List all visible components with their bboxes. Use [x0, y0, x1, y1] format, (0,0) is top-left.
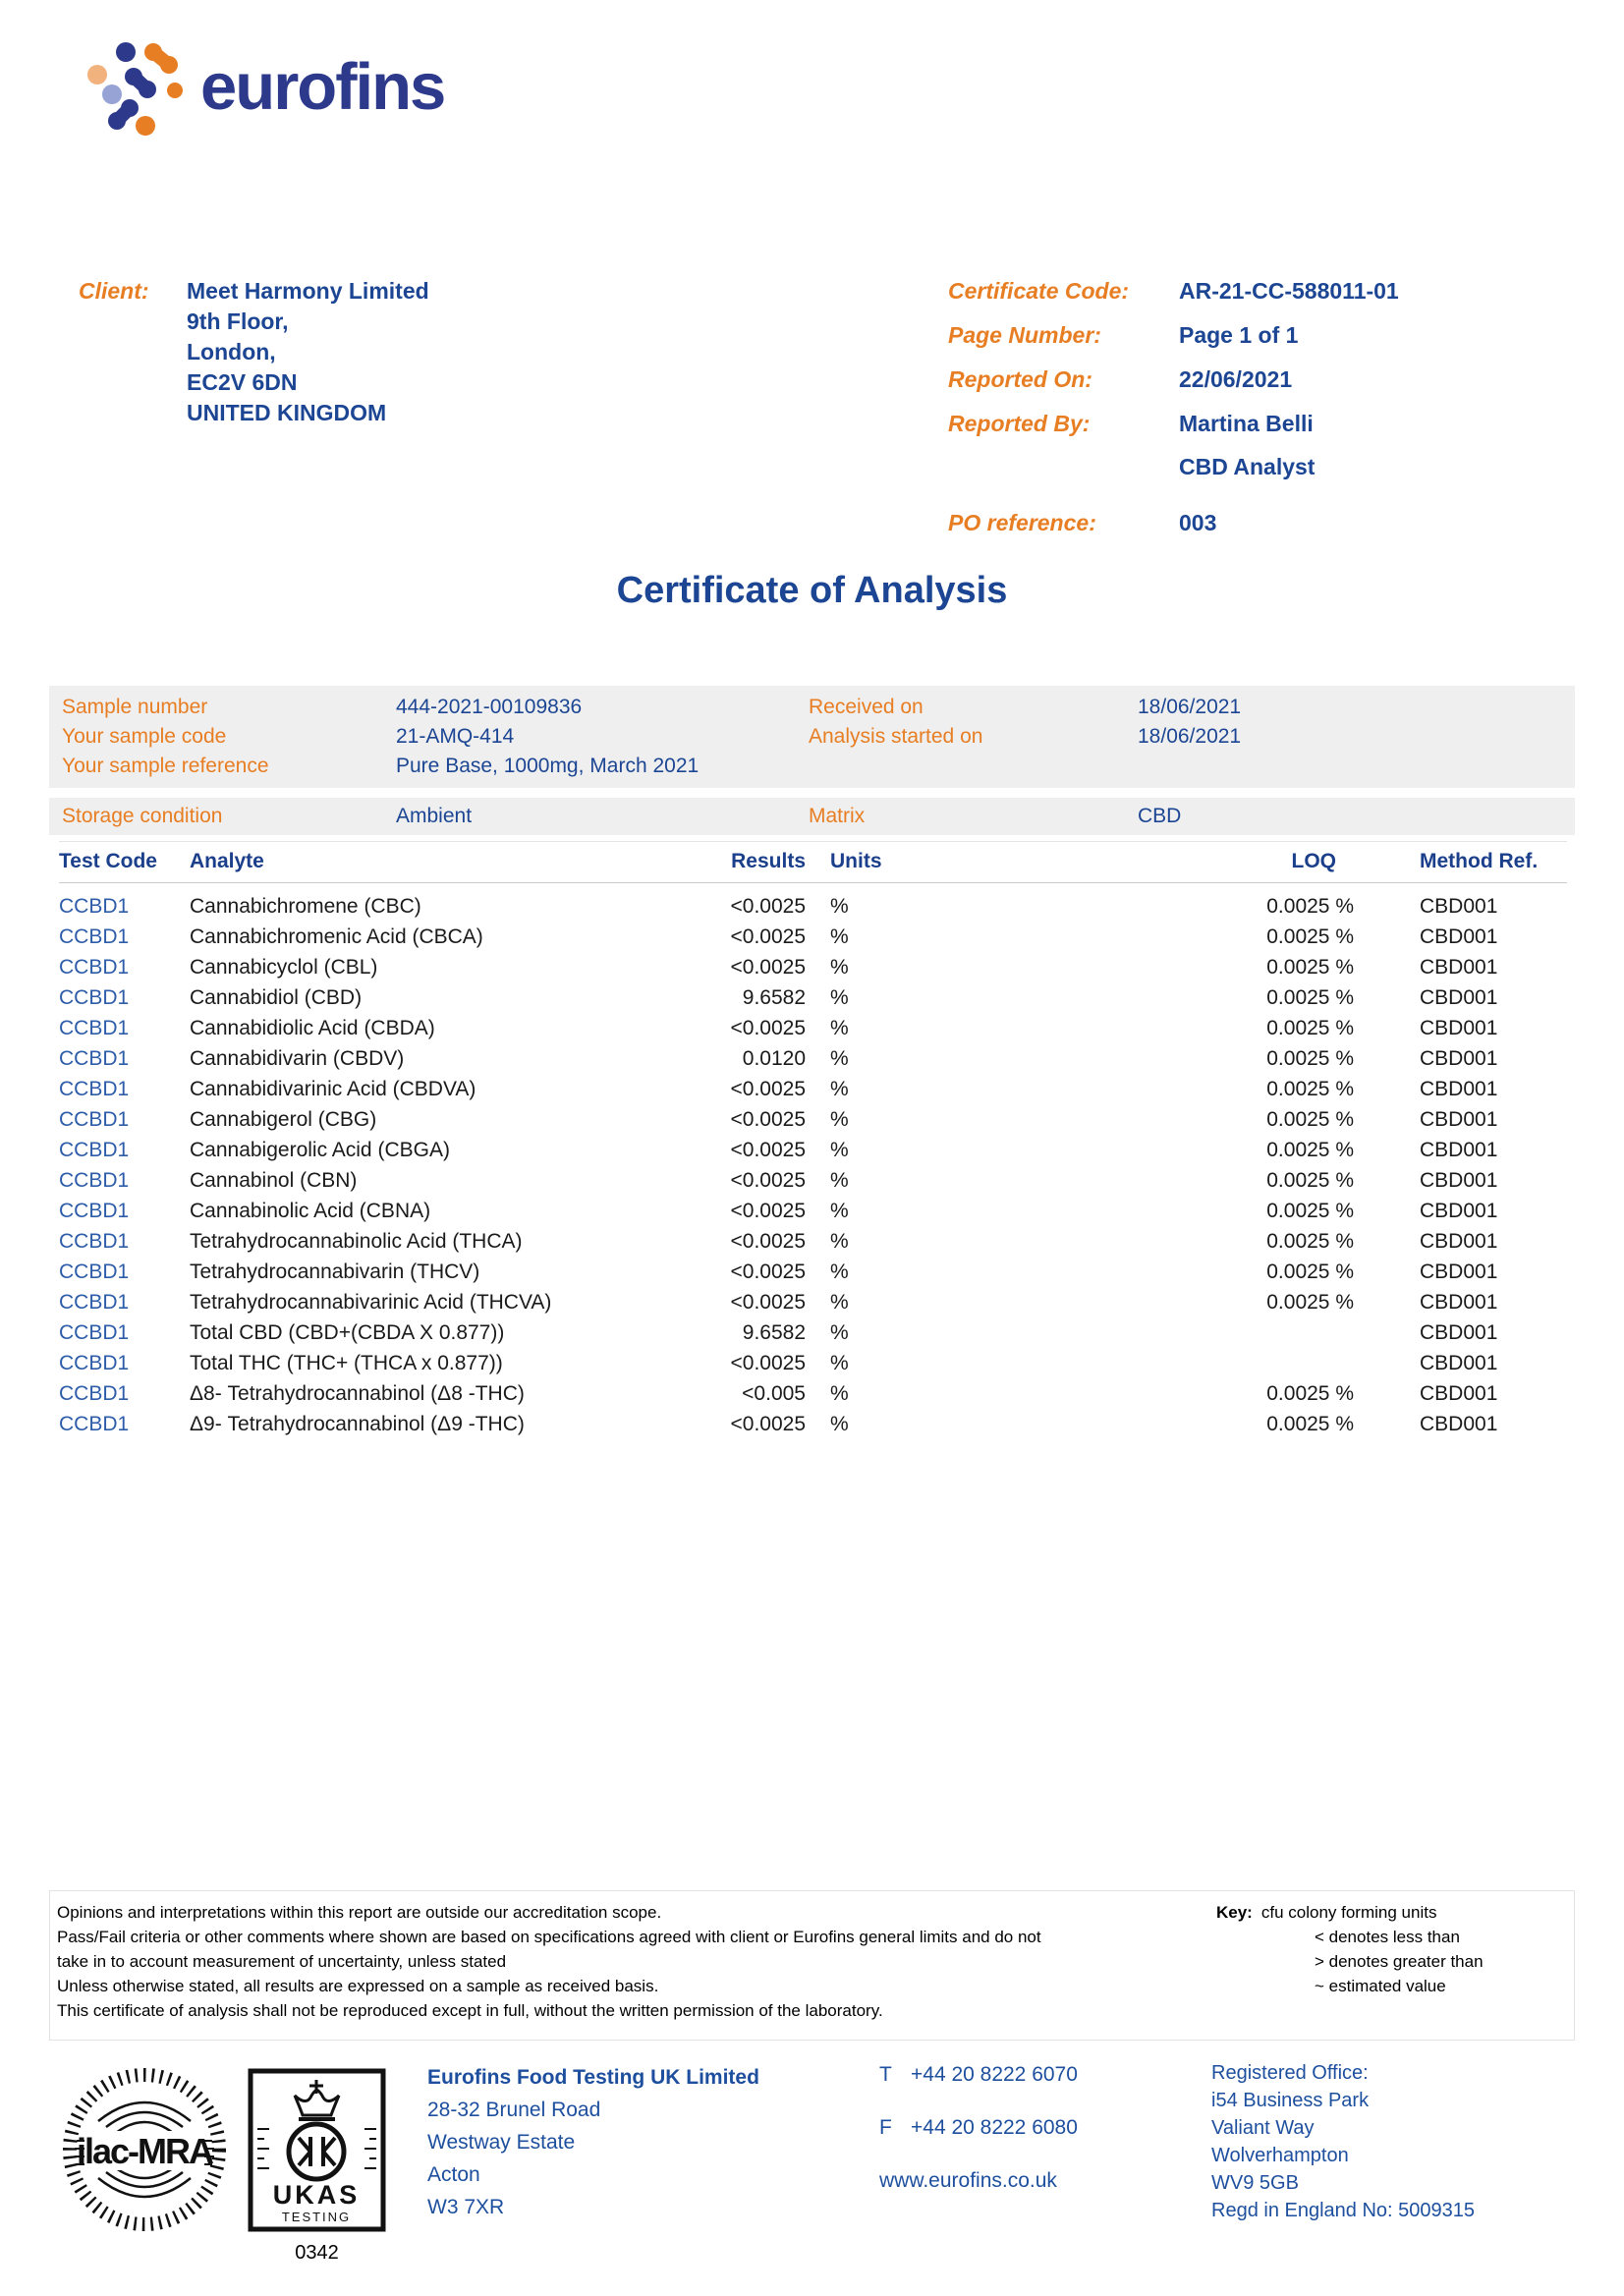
test-code-cell: CCBD1	[59, 925, 130, 948]
page-number-label: Page Number:	[948, 322, 1101, 348]
sample-reference-value: Pure Base, 1000mg, March 2021	[396, 755, 700, 777]
results-table-header	[59, 841, 1567, 883]
units-cell: %	[830, 1413, 849, 1435]
method-ref-cell: CBD001	[1420, 1260, 1498, 1283]
analyte-cell: Total CBD (CBD+(CBDA X 0.877))	[190, 1321, 505, 1344]
analyte-cell: Δ8- Tetrahydrocannabinol (Δ8 -THC)	[190, 1382, 525, 1405]
meta-row	[948, 508, 1557, 537]
method-ref-cell: CBD001	[1420, 925, 1498, 948]
analysis-started-label: Analysis started on	[809, 725, 983, 748]
sample-number-value: 444-2021-00109836	[396, 696, 583, 718]
header-test-code: Test Code	[59, 850, 157, 872]
units-cell: %	[830, 925, 849, 948]
disclaimer-line: Pass/Fail criteria or other comments where shown are based on specifications agreed with client or Eurofins general limits and do not	[57, 1928, 1041, 1946]
lab-address-line: Acton	[427, 2163, 480, 2186]
test-code-cell: CCBD1	[59, 1260, 130, 1283]
test-code-cell: CCBD1	[59, 1200, 130, 1222]
test-code-cell: CCBD1	[59, 1108, 130, 1131]
units-cell: %	[830, 1200, 849, 1222]
sample-info-row	[62, 722, 1575, 752]
registered-line: WV9 5GB	[1211, 2172, 1299, 2194]
registered-line: Wolverhampton	[1211, 2145, 1349, 2166]
phone-f-row	[879, 2116, 1078, 2140]
reported-by-role: CBD Analyst	[1179, 454, 1316, 479]
key-block	[1216, 1900, 1484, 1998]
units-cell: %	[830, 1139, 849, 1161]
analyte-cell: Total THC (THC+ (THCA x 0.877))	[190, 1352, 503, 1374]
key-line: > denotes greater than	[1315, 1952, 1484, 1971]
analyte-cell: Cannabidiol (CBD)	[190, 986, 363, 1009]
svg-text:TESTING: TESTING	[281, 2210, 352, 2224]
analyte-cell: Cannabidivarinic Acid (CBDVA)	[190, 1078, 476, 1100]
results-table-row	[59, 1165, 1567, 1196]
analyte-cell: Tetrahydrocannabivarin (THCV)	[190, 1260, 480, 1283]
sample-number-label: Sample number	[62, 696, 208, 718]
disclaimer-line: take in to account measurement of uncertainty, unless stated	[57, 1952, 507, 1971]
po-reference-label: PO reference:	[948, 510, 1096, 535]
loq-cell: 0.0025 %	[1266, 1139, 1354, 1161]
loq-cell: 0.0025 %	[1266, 1200, 1354, 1222]
method-ref-cell: CBD001	[1420, 986, 1498, 1009]
received-on-label: Received on	[809, 696, 924, 718]
disclaimer-line: Unless otherwise stated, all results are expressed on a sample as received basis.	[57, 1977, 659, 1995]
header-results: Results	[731, 850, 806, 872]
method-ref-cell: CBD001	[1420, 1078, 1498, 1100]
reported-by-name: Martina Belli	[1179, 411, 1314, 436]
units-cell: %	[830, 1230, 849, 1253]
results-table	[59, 841, 1567, 1439]
units-cell: %	[830, 986, 849, 1009]
method-ref-cell: CBD001	[1420, 1382, 1498, 1405]
certificate-code-label: Certificate Code:	[948, 278, 1130, 304]
analyte-cell: Cannabichromenic Acid (CBCA)	[190, 925, 483, 948]
key-label: Key:	[1216, 1903, 1253, 1922]
analyte-cell: Cannabigerol (CBG)	[190, 1108, 377, 1131]
matrix-value: CBD	[1138, 805, 1182, 827]
test-code-cell: CCBD1	[59, 1230, 130, 1253]
results-table-row	[59, 922, 1567, 952]
results-table-row	[59, 1226, 1567, 1257]
client-line: UNITED KINGDOM	[187, 400, 387, 425]
results-table-row	[59, 952, 1567, 982]
analyte-cell: Cannabinolic Acid (CBNA)	[190, 1200, 431, 1222]
test-code-cell: CCBD1	[59, 1291, 130, 1314]
svg-text:ilac-MRA: ilac-MRA	[76, 2131, 213, 2171]
analyte-cell: Tetrahydrocannabinolic Acid (THCA)	[190, 1230, 523, 1253]
po-reference-value: 003	[1179, 510, 1217, 535]
units-cell: %	[830, 895, 849, 918]
result-cell: <0.0025	[730, 1139, 806, 1161]
storage-matrix-table	[49, 798, 1575, 835]
phone-t-label: T	[879, 2063, 892, 2086]
storage-condition-value: Ambient	[396, 805, 473, 827]
loq-cell: 0.0025 %	[1266, 1260, 1354, 1283]
key-line: ~ estimated value	[1315, 1977, 1446, 1995]
units-cell: %	[830, 1321, 849, 1344]
loq-cell: 0.0025 %	[1266, 1382, 1354, 1405]
method-ref-cell: CBD001	[1420, 1321, 1498, 1344]
result-cell: <0.0025	[730, 1169, 806, 1192]
test-code-cell: CCBD1	[59, 1017, 130, 1039]
units-cell: %	[830, 1169, 849, 1192]
analyte-cell: Δ9- Tetrahydrocannabinol (Δ9 -THC)	[190, 1413, 525, 1435]
test-code-cell: CCBD1	[59, 1413, 130, 1435]
results-table-row	[59, 1196, 1567, 1226]
analyte-cell: Cannabicyclol (CBL)	[190, 956, 378, 979]
reported-by-value	[1179, 409, 1315, 481]
results-table-body	[59, 883, 1567, 1439]
units-cell: %	[830, 1108, 849, 1131]
method-ref-cell: CBD001	[1420, 1169, 1498, 1192]
method-ref-cell: CBD001	[1420, 1352, 1498, 1374]
method-ref-cell: CBD001	[1420, 1291, 1498, 1314]
units-cell: %	[830, 1352, 849, 1374]
disclaimer-box	[49, 1890, 1575, 2041]
phone-t-row	[879, 2063, 1078, 2087]
phone-f-number: +44 20 8222 6080	[911, 2116, 1078, 2139]
registered-line: Valiant Way	[1211, 2117, 1315, 2139]
page-title: Certificate of Analysis	[616, 570, 1008, 611]
analyte-cell: Cannabichromene (CBC)	[190, 895, 421, 918]
results-table-row	[59, 1074, 1567, 1104]
units-cell: %	[830, 1047, 849, 1070]
test-code-cell: CCBD1	[59, 956, 130, 979]
client-address	[187, 276, 429, 428]
key-line: < denotes less than	[1315, 1928, 1460, 1946]
header-units: Units	[830, 850, 882, 872]
analysis-started-value: 18/06/2021	[1138, 725, 1242, 748]
received-on-value: 18/06/2021	[1138, 696, 1242, 718]
loq-cell: 0.0025 %	[1266, 1108, 1354, 1131]
analyte-cell: Cannabigerolic Acid (CBGA)	[190, 1139, 450, 1161]
eurofins-logo	[84, 39, 444, 136]
ukas-badge	[248, 2068, 386, 2265]
loq-cell: 0.0025 %	[1266, 1078, 1354, 1100]
method-ref-cell: CBD001	[1420, 1047, 1498, 1070]
result-cell: <0.0025	[730, 1291, 806, 1314]
eurofins-logo-text: eurofins	[200, 50, 445, 124]
method-ref-cell: CBD001	[1420, 1017, 1498, 1039]
result-cell: <0.0025	[730, 1078, 806, 1100]
results-table-row	[59, 1135, 1567, 1165]
results-table-row	[59, 982, 1567, 1013]
results-table-row	[59, 1043, 1567, 1074]
client-block	[79, 276, 429, 428]
reported-by-label: Reported By:	[948, 411, 1091, 436]
lab-name: Eurofins Food Testing UK Limited	[427, 2066, 759, 2089]
units-cell: %	[830, 956, 849, 979]
test-code-cell: CCBD1	[59, 1078, 130, 1100]
loq-cell: 0.0025 %	[1266, 956, 1354, 979]
sample-info-row	[62, 752, 1575, 781]
method-ref-cell: CBD001	[1420, 1200, 1498, 1222]
client-label: Client:	[79, 278, 149, 304]
phone-f-label: F	[879, 2116, 892, 2139]
test-code-cell: CCBD1	[59, 895, 130, 918]
client-line: Meet Harmony Limited	[187, 278, 429, 304]
result-cell: 0.0120	[742, 1047, 806, 1070]
loq-cell: 0.0025 %	[1266, 1169, 1354, 1192]
test-code-cell: CCBD1	[59, 1139, 130, 1161]
result-cell: <0.0025	[730, 1108, 806, 1131]
test-code-cell: CCBD1	[59, 1382, 130, 1405]
loq-cell: 0.0025 %	[1266, 895, 1354, 918]
phone-t-number: +44 20 8222 6070	[911, 2063, 1078, 2086]
reported-on-label: Reported On:	[948, 366, 1092, 392]
analyte-cell: Cannabinol (CBN)	[190, 1169, 358, 1192]
disclaimer-line: Opinions and interpretations within this report are outside our accreditation scope.	[57, 1903, 662, 1922]
loq-cell: 0.0025 %	[1266, 986, 1354, 1009]
test-code-cell: CCBD1	[59, 1352, 130, 1374]
result-cell: <0.0025	[730, 1352, 806, 1374]
results-table-row	[59, 1409, 1567, 1439]
method-ref-cell: CBD001	[1420, 1108, 1498, 1131]
analyte-cell: Tetrahydrocannabivarinic Acid (THCVA)	[190, 1291, 552, 1314]
reported-on-value: 22/06/2021	[1179, 366, 1293, 392]
svg-text:UKAS: UKAS	[272, 2180, 361, 2210]
result-cell: <0.0025	[730, 1260, 806, 1283]
result-cell: 9.6582	[742, 986, 806, 1009]
registered-line: Regd in England No: 5009315	[1211, 2200, 1475, 2221]
analyte-cell: Cannabidivarin (CBDV)	[190, 1047, 405, 1070]
results-table-row	[59, 1317, 1567, 1348]
method-ref-cell: CBD001	[1420, 895, 1498, 918]
loq-cell: 0.0025 %	[1266, 1230, 1354, 1253]
client-line: 9th Floor,	[187, 308, 289, 334]
loq-cell	[1002, 1348, 1354, 1378]
eurofins-logo-mark-icon	[84, 39, 187, 136]
result-cell: <0.0025	[730, 925, 806, 948]
method-ref-cell: CBD001	[1420, 1139, 1498, 1161]
loq-cell: 0.0025 %	[1266, 1017, 1354, 1039]
sample-code-value: 21-AMQ-414	[396, 725, 515, 748]
results-table-row	[59, 1378, 1567, 1409]
test-code-cell: CCBD1	[59, 986, 130, 1009]
units-cell: %	[830, 1291, 849, 1314]
client-line: EC2V 6DN	[187, 369, 298, 395]
loq-cell	[1002, 1317, 1354, 1348]
ukas-testing-logo-icon	[248, 2068, 386, 2232]
disclaimer-line: This certificate of analysis shall not be reproduced except in full, without the written permission of the laboratory.	[57, 2001, 883, 2020]
results-table-row	[59, 1287, 1567, 1317]
contact-block	[879, 2063, 1078, 2193]
loq-cell: 0.0025 %	[1266, 1047, 1354, 1070]
matrix-label: Matrix	[809, 805, 866, 827]
key-cfu: cfu colony forming units	[1260, 1903, 1437, 1922]
storage-matrix-row	[62, 802, 1575, 831]
lab-address-line: 28-32 Brunel Road	[427, 2099, 601, 2121]
result-cell: <0.0025	[730, 1017, 806, 1039]
certificate-code-value: AR-21-CC-588011-01	[1179, 278, 1399, 304]
website-url: www.eurofins.co.uk	[879, 2169, 1057, 2192]
result-cell: <0.0025	[730, 895, 806, 918]
result-cell: <0.0025	[730, 956, 806, 979]
lab-address-line: Westway Estate	[427, 2131, 576, 2154]
sample-reference-label: Your sample reference	[62, 755, 269, 777]
registered-line: i54 Business Park	[1211, 2090, 1370, 2111]
key-lines	[1315, 1925, 1484, 1998]
result-cell: 9.6582	[742, 1321, 806, 1344]
results-table-row	[59, 1348, 1567, 1378]
meta-row	[948, 320, 1557, 350]
results-table-row	[59, 1104, 1567, 1135]
header-method-ref: Method Ref.	[1420, 850, 1539, 872]
result-cell: <0.0025	[730, 1230, 806, 1253]
disclaimer-text	[57, 1900, 1041, 2023]
header-analyte: Analyte	[190, 850, 264, 872]
method-ref-cell: CBD001	[1420, 956, 1498, 979]
test-code-cell: CCBD1	[59, 1321, 130, 1344]
lab-address-block	[427, 2061, 759, 2223]
meta-row	[948, 364, 1557, 394]
loq-cell: 0.0025 %	[1266, 1291, 1354, 1314]
meta-row	[948, 409, 1557, 481]
loq-cell: 0.0025 %	[1266, 925, 1354, 948]
analyte-cell: Cannabidiolic Acid (CBDA)	[190, 1017, 435, 1039]
result-cell: <0.005	[742, 1382, 806, 1405]
loq-cell: 0.0025 %	[1266, 1413, 1354, 1435]
result-cell: <0.0025	[730, 1200, 806, 1222]
ukas-accreditation-number: 0342	[295, 2242, 339, 2264]
results-table-row	[59, 1013, 1567, 1043]
meta-row	[948, 276, 1557, 306]
units-cell: %	[830, 1260, 849, 1283]
lab-address-line: W3 7XR	[427, 2196, 505, 2218]
registered-line: Registered Office:	[1211, 2062, 1369, 2084]
storage-condition-label: Storage condition	[62, 805, 223, 827]
client-line: London,	[187, 339, 276, 364]
method-ref-cell: CBD001	[1420, 1413, 1498, 1435]
test-code-cell: CCBD1	[59, 1047, 130, 1070]
sample-code-label: Your sample code	[62, 725, 227, 748]
sample-info-table	[49, 686, 1575, 788]
results-table-row	[59, 891, 1567, 922]
header-loq: LOQ	[1291, 850, 1336, 872]
certificate-meta	[948, 276, 1557, 552]
method-ref-cell: CBD001	[1420, 1230, 1498, 1253]
registered-office-block	[1211, 2059, 1475, 2224]
units-cell: %	[830, 1382, 849, 1405]
result-cell: <0.0025	[730, 1413, 806, 1435]
results-table-row	[59, 1257, 1567, 1287]
sample-info-row	[62, 693, 1575, 722]
units-cell: %	[830, 1017, 849, 1039]
page-number-value: Page 1 of 1	[1179, 322, 1299, 348]
units-cell: %	[830, 1078, 849, 1100]
test-code-cell: CCBD1	[59, 1169, 130, 1192]
ilac-mra-seal-icon	[61, 2066, 228, 2233]
